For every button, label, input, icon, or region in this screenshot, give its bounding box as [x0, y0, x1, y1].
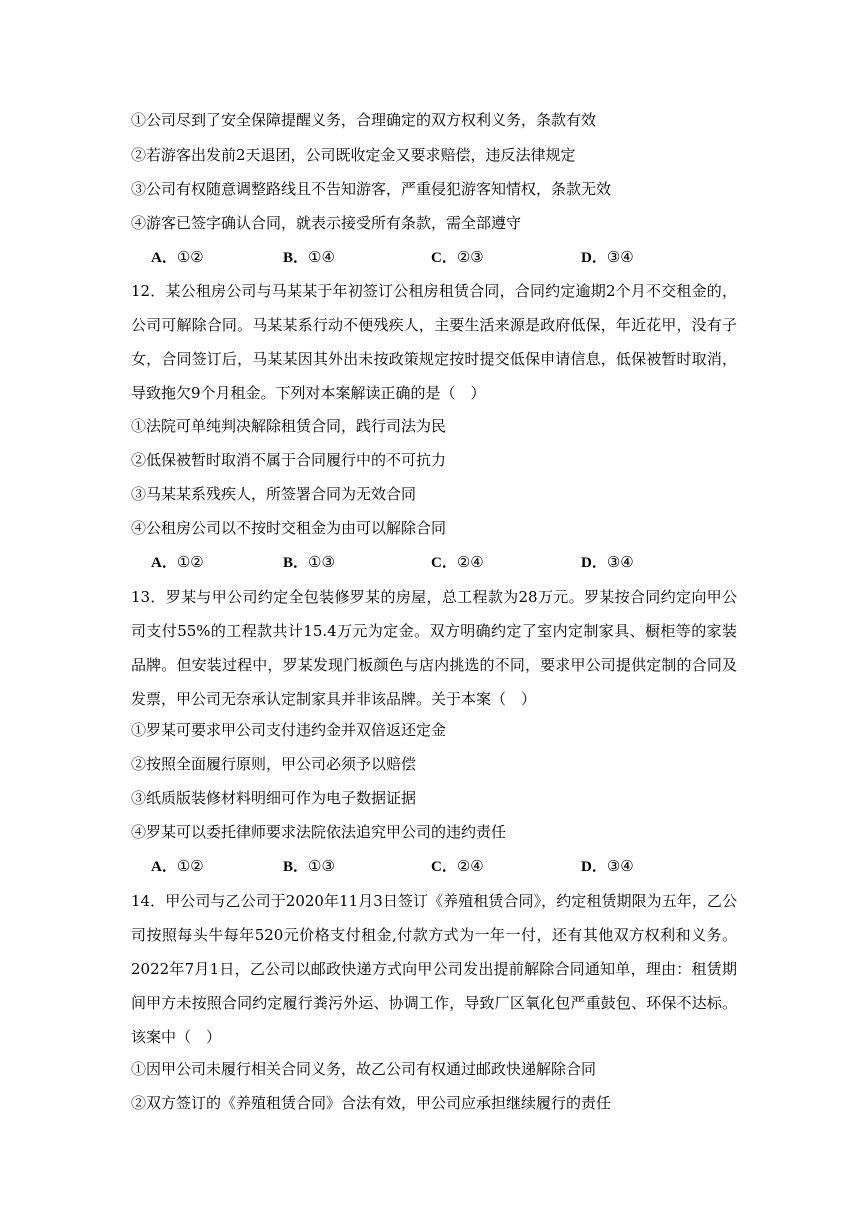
q13-option-b: [283, 856, 335, 877]
q11-statement-1: ①公司尽到了安全保障提醒义务，合理确定的双方权利义务，条款有效: [131, 111, 597, 129]
q13-options: [131, 856, 737, 876]
option-letter: B．: [283, 859, 309, 875]
option-letter: C．: [431, 250, 457, 266]
option-letter: B．: [283, 250, 309, 266]
q11-options: [131, 247, 737, 267]
option-letter: A．: [151, 859, 177, 875]
option-text: ③④: [606, 248, 634, 266]
option-letter: C．: [431, 555, 457, 571]
q12-statement-3: ③马某某系残疾人，所签署合同为无效合同: [131, 485, 417, 503]
q11-option-b: [283, 247, 335, 268]
q12-options: [131, 552, 737, 572]
q11-statement-4: ④游客已签字确认合同，就表示接受所有条款，需全部遵守: [131, 214, 522, 232]
q11-option-a: [151, 247, 204, 268]
q11-statement-2: ②若游客出发前2天退团，公司既收定金又要求赔偿，违反法律规定: [131, 146, 576, 164]
q11-option-c: [431, 247, 484, 268]
option-letter: A．: [151, 250, 177, 266]
option-text: ③④: [606, 553, 634, 571]
option-text: ①③: [308, 553, 335, 571]
q12-statement-4: ④公租房公司以不按时交租金为由可以解除合同: [131, 519, 447, 537]
option-letter: D．: [581, 555, 607, 571]
q11-statement-3: ③公司有权随意调整路线且不告知游客，严重侵犯游客知情权，条款无效: [131, 180, 612, 198]
option-text: ①④: [308, 248, 335, 266]
q14-statement-2: ②双方签订的《养殖租赁合同》合法有效，甲公司应承担继续履行的责任: [131, 1094, 612, 1112]
option-text: ①②: [176, 553, 204, 571]
option-letter: C．: [431, 859, 457, 875]
q12-statement-2: ②低保被暂时取消不属于合同履行中的不可抗力: [131, 451, 447, 469]
option-text: ②③: [456, 248, 484, 266]
q12-statement-1: ①法院可单纯判决解除租赁合同，践行司法为民: [131, 417, 447, 435]
option-text: ①②: [176, 248, 204, 266]
q13-statement-2: ②按照全面履行原则，甲公司必须予以赔偿: [131, 755, 417, 773]
option-letter: B．: [283, 555, 309, 571]
option-text: ①③: [308, 857, 335, 875]
q13-option-a: [151, 856, 204, 877]
option-letter: D．: [581, 859, 607, 875]
option-text: ②④: [456, 857, 484, 875]
q13-option-d: [581, 856, 634, 877]
option-text: ③④: [606, 857, 634, 875]
option-letter: A．: [151, 555, 177, 571]
q14-stem: 14．甲公司与乙公司于2020年11月3日签订《养殖租赁合同》，约定租赁期限为五年，乙公司按照每头牛每年520元价格支付租金,付款方式为一年一付，还有其他双方权利和义务。2022年7月1日，乙公司以邮政快递方式向甲公司发出提前解除合同通知单，理由：租赁期间甲方未按照合同约定履行粪污外运、协调工作，导致厂区氧化包严重鼓包、环保不达标。该案中（ ）: [131, 892, 737, 1046]
option-letter: D．: [581, 250, 607, 266]
q13-statement-3: ③纸质版装修材料明细可作为电子数据证据: [131, 789, 417, 807]
q14-statement-1: ①因甲公司未履行相关合同义务，故乙公司有权通过邮政快递解除合同: [131, 1060, 597, 1078]
q12-option-c: [431, 552, 484, 573]
option-text: ①②: [176, 857, 204, 875]
q13-statement-1: ①罗某可要求甲公司支付违约金并双倍返还定金: [131, 721, 447, 739]
q13-statement-4: ④罗某可以委托律师要求法院依法追究甲公司的违约责任: [131, 823, 507, 841]
q13-stem: 13．罗某与甲公司约定全包装修罗某的房屋，总工程款为28万元。罗某按合同约定向甲公司支付55%的工程款共计15.4万元为定金。双方明确约定了室内定制家具、橱柜等的家装品牌。但安装过程中，罗某发现门板颜色与店内挑选的不同，要求甲公司提供定制的合同及发票，甲公司无奈承认定制家具并非该品牌。关于本案（ ）: [131, 588, 737, 708]
q12-option-a: [151, 552, 204, 573]
option-text: ②④: [456, 553, 484, 571]
q12-option-b: [283, 552, 335, 573]
q11-option-d: [581, 247, 634, 268]
q12-option-d: [581, 552, 634, 573]
q13-option-c: [431, 856, 484, 877]
q12-stem: 12．某公租房公司与马某某于年初签订公租房租赁合同，合同约定逾期2个月不交租金的，公司可解除合同。马某某系行动不便残疾人，主要生活来源是政府低保，年近花甲，没有子女，合同签订后，马某某因其外出未按政策规定按时提交低保申请信息，低保被暂时取消，导致拖欠9个月租金。下列对本案解读正确的是（ ）: [131, 282, 737, 402]
